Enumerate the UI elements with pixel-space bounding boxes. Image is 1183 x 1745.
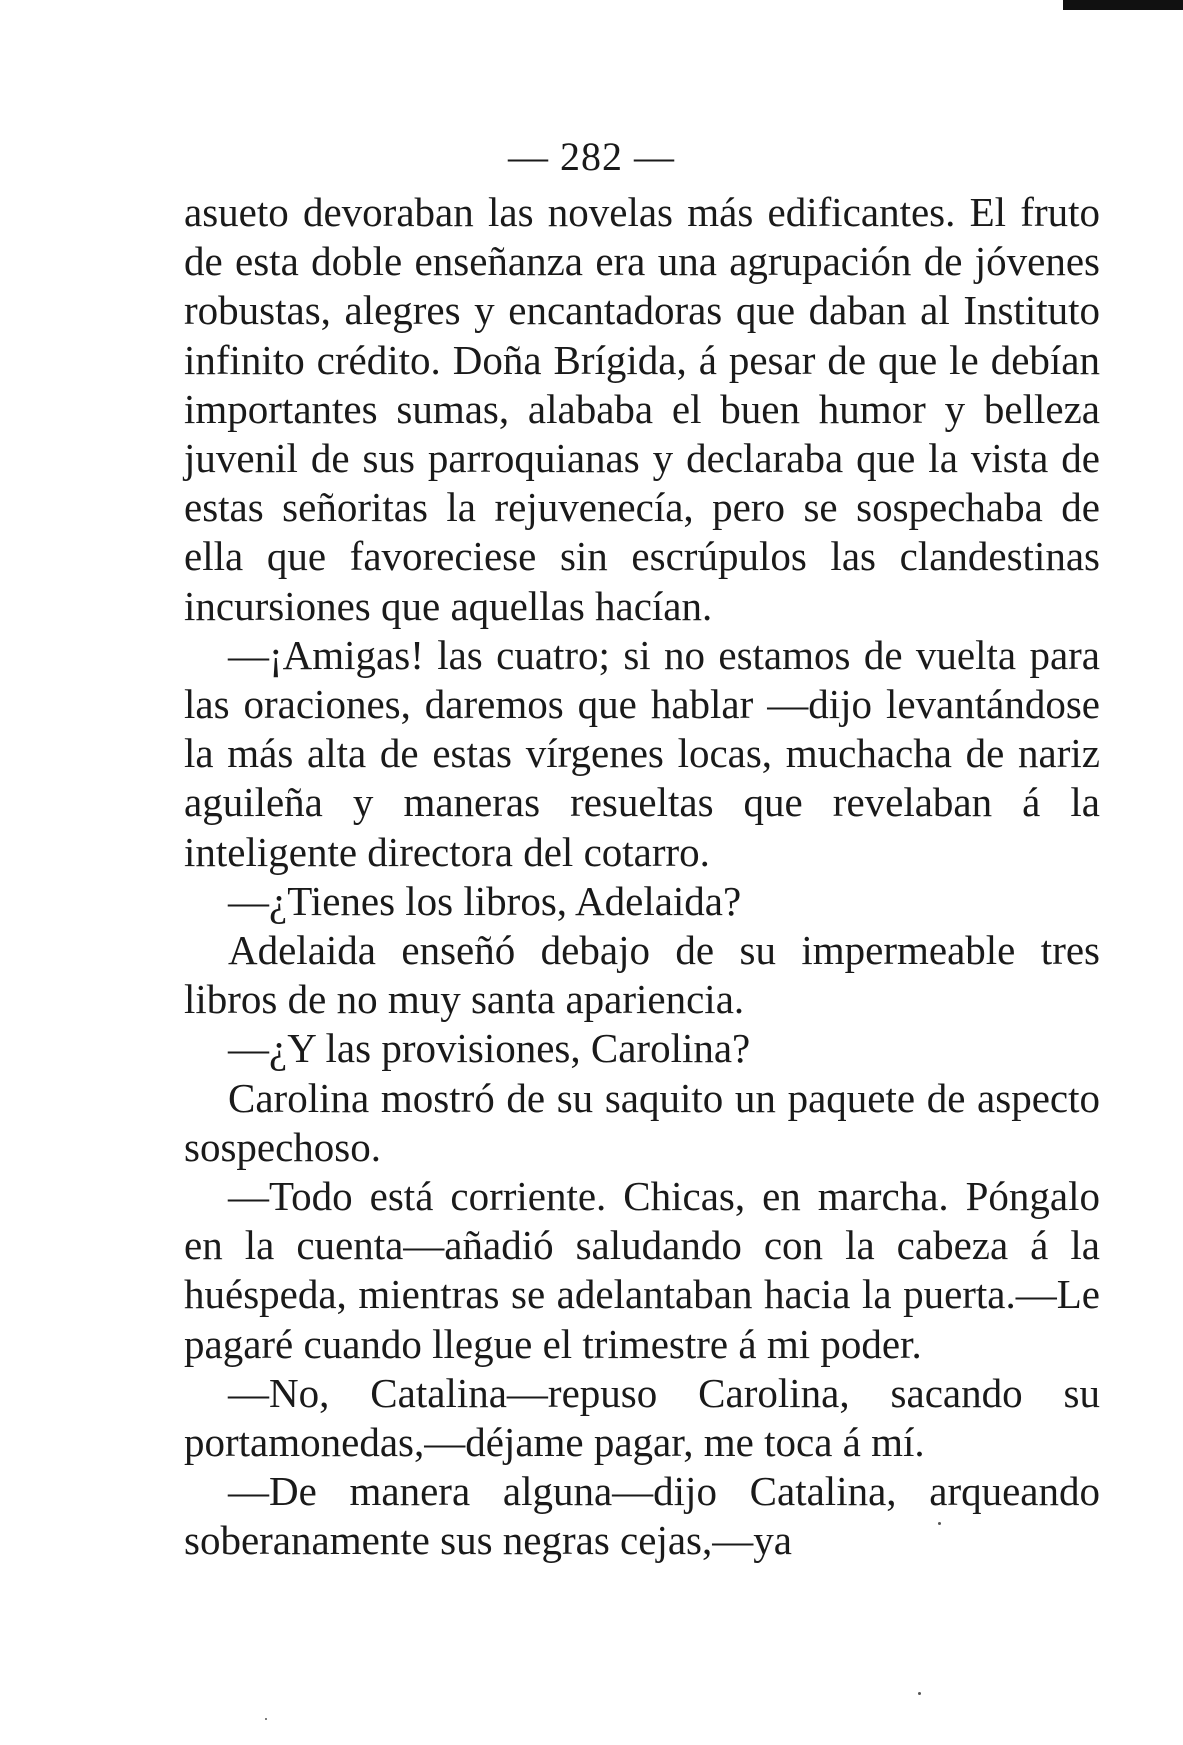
paragraph: Carolina mostró de su saquito un paquete de aspecto sospechoso. [184, 1074, 1100, 1170]
paragraph: —¡Amigas! las cuatro; si no estamos de vuelta para las oraciones, daremos que hablar —dijo levantándose la más alta de estas vírgenes locas, muchacha de nariz aguileña y maneras resueltas que revelaban á la inteligente directora del cotarro. [184, 631, 1100, 875]
print-speck [918, 1692, 921, 1695]
page-number: — 282 — [508, 134, 675, 179]
corner-rule [1063, 0, 1183, 10]
print-speck [938, 1522, 941, 1525]
paragraph: —¿Tienes los libros, Adelaida? [228, 877, 742, 924]
paragraph: —Todo está corriente. Chicas, en marcha. Póngalo en la cuenta—añadió saludando con la cabeza á la huéspeda, mientras se adelantaban hacia la puerta.—Le pagaré cuando llegue el trimestre á mi poder. [184, 1173, 1100, 1367]
paragraph: —No, Catalina—repuso Carolina, sacando su portamonedas,—déjame pagar, me toca á mí. [184, 1369, 1100, 1466]
paragraph: —De manera alguna—dijo Catalina, arqueando soberanamente sus negras cejas,—ya [184, 1468, 1100, 1564]
paragraph: asueto devoraban las novelas más edificantes. El fruto de esta doble enseñanza era una agrupación de jóvenes robustas, alegres y encantadoras que daban al Instituto infinito crédito. Doña Brígida, á pesar de que le debían importantes sumas, alababa el buen humor y belleza juvenil de sus parroquianas y declaraba que la vista de estas señoritas la rejuvenecía, pero se sospechaba de ella que favoreciese sin escrúpulos las clandestinas incursiones que aquellas hacían. [184, 189, 1100, 629]
print-speck [265, 1718, 267, 1720]
paragraph: Adelaida enseñó debajo de su impermeable tres libros de no muy santa apariencia. [184, 927, 1100, 1023]
paragraph: —¿Y las provisiones, Carolina? [228, 1025, 751, 1072]
page-body [184, 188, 1100, 1566]
